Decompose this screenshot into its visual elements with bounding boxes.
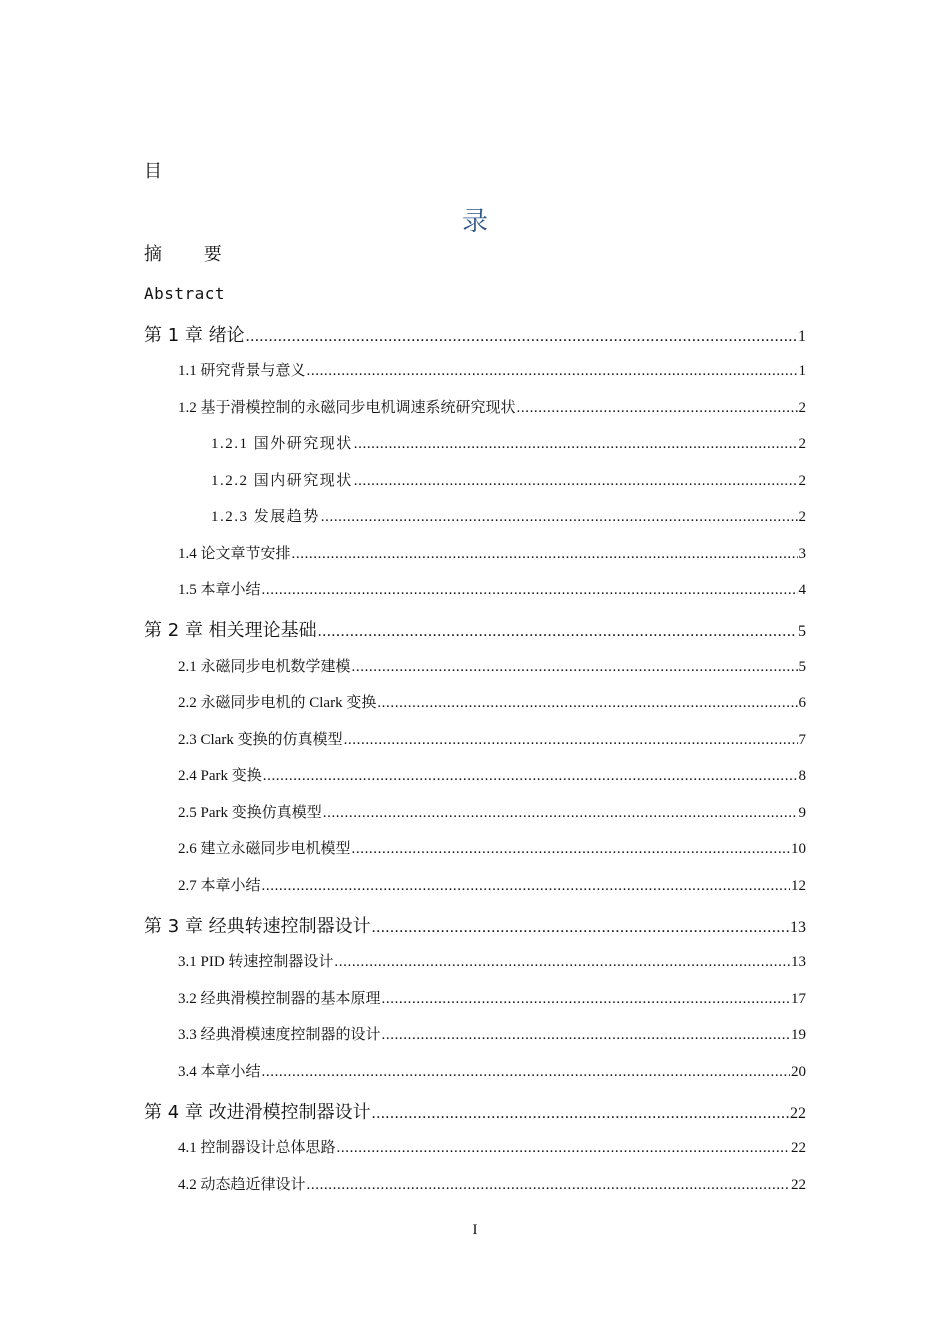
toc-section-entry[interactable] (178, 542, 806, 563)
toc-page-number: 8 (798, 768, 806, 784)
toc-entry-title: 2.4 Park 变换 (178, 768, 262, 784)
toc-section-entry[interactable] (178, 1136, 806, 1157)
toc-entry-title: 1.2.3 发展趋势 (211, 509, 320, 525)
toc-section-entry[interactable] (178, 578, 806, 599)
toc-page-number: 4 (798, 582, 806, 598)
toc-entry-title: 3.3 经典滑模速度控制器的设计 (178, 1027, 381, 1043)
toc-section-entry[interactable] (178, 359, 806, 380)
toc-dot-leader (354, 436, 798, 453)
toc-entry-title: 1.2.1 国外研究现状 (211, 436, 353, 452)
toc-dot-leader (262, 582, 798, 599)
toc-entry-title: 第 4 章 改进滑模控制器设计 (144, 1102, 371, 1123)
toc-entry-title: 4.2 动态趋近律设计 (178, 1177, 306, 1193)
toc-section-entry[interactable] (178, 728, 806, 749)
toc-page-number: 2 (798, 509, 806, 525)
toc-heading-part2: 录 (461, 207, 488, 237)
toc-entry-abstract-cn[interactable]: 摘 要 (144, 244, 240, 265)
toc-dot-leader (352, 659, 798, 676)
toc-section-entry[interactable] (178, 396, 806, 417)
toc-section-entry[interactable] (178, 691, 806, 712)
toc-dot-leader (517, 400, 798, 417)
toc-entry-title: 1.1 研究背景与意义 (178, 363, 306, 379)
toc-section-entry[interactable] (178, 764, 806, 785)
toc-dot-leader (263, 768, 798, 785)
toc-dot-leader (337, 1140, 790, 1157)
toc-page-number: 13 (791, 954, 806, 970)
toc-section-entry[interactable] (178, 655, 806, 676)
toc-dot-leader (307, 1177, 790, 1194)
toc-subsection-entry[interactable] (211, 469, 806, 490)
toc-page-number: 3 (798, 546, 806, 562)
toc-page-number: 19 (791, 1027, 806, 1043)
toc-chapter-entry[interactable] (144, 912, 806, 938)
toc-page-number: 12 (791, 878, 806, 894)
toc-section-entry[interactable] (178, 837, 806, 858)
toc-entry-title: 3.4 本章小结 (178, 1064, 261, 1080)
toc-page-number: 1 (798, 328, 806, 345)
toc-section-entry[interactable] (178, 1173, 806, 1194)
toc-dot-leader (372, 919, 789, 937)
toc-page-number: 13 (790, 919, 806, 936)
toc-page-number: 2 (798, 400, 806, 416)
toc-chapter-entry[interactable] (144, 1098, 806, 1124)
toc-dot-leader (377, 695, 797, 712)
toc-section-entry[interactable] (178, 801, 806, 822)
toc-page-number: 20 (791, 1064, 806, 1080)
toc-entry-title: 1.4 论文章节安排 (178, 546, 291, 562)
toc-dot-leader (318, 623, 797, 641)
toc-page-number: 22 (791, 1140, 806, 1156)
toc-page-number: 17 (791, 991, 806, 1007)
toc-entry-title: 第 3 章 经典转速控制器设计 (144, 916, 371, 937)
toc-heading-part1: 目 (144, 161, 162, 182)
toc-dot-leader (262, 1064, 790, 1081)
toc-section-entry[interactable] (178, 950, 806, 971)
toc-entry-title: 2.6 建立永磁同步电机模型 (178, 841, 351, 857)
toc-entry-abstract-en[interactable]: Abstract (144, 284, 226, 303)
toc-entry-title: 3.2 经典滑模控制器的基本原理 (178, 991, 381, 1007)
toc-page-number: 22 (791, 1177, 806, 1193)
toc-dot-leader (262, 878, 790, 895)
toc-dot-leader (292, 546, 798, 563)
toc-page-number: 22 (790, 1105, 806, 1122)
toc-page-number: 2 (798, 473, 806, 489)
toc-page-number: 7 (798, 732, 806, 748)
toc-page-number: 5 (798, 623, 806, 640)
toc-entry-title: 1.2 基于滑模控制的永磁同步电机调速系统研究现状 (178, 400, 516, 416)
toc-entry-title: 2.2 永磁同步电机的 Clark 变换 (178, 695, 377, 711)
toc-entry-title: 3.1 PID 转速控制器设计 (178, 954, 334, 970)
toc-section-entry[interactable] (178, 874, 806, 895)
toc-entry-title: 1.2.2 国内研究现状 (211, 473, 353, 489)
toc-section-entry[interactable] (178, 987, 806, 1008)
toc-entry-title: 第 1 章 绪论 (144, 325, 245, 346)
toc-section-entry[interactable] (178, 1060, 806, 1081)
toc-subsection-entry[interactable] (211, 432, 806, 453)
page-number: I (472, 1222, 478, 1238)
toc-dot-leader (323, 805, 798, 822)
toc-dot-leader (382, 991, 790, 1008)
toc-dot-leader (334, 954, 790, 971)
toc-page-number: 6 (798, 695, 806, 711)
toc-dot-leader (307, 363, 798, 380)
toc-page-number: 1 (798, 363, 806, 379)
toc-chapter-entry[interactable] (144, 616, 806, 642)
toc-entry-title: 第 2 章 相关理论基础 (144, 620, 317, 641)
toc-entry-title: 2.5 Park 变换仿真模型 (178, 805, 322, 821)
toc-dot-leader (352, 841, 790, 858)
toc-chapter-entry[interactable] (144, 321, 806, 347)
toc-entry-title: 2.1 永磁同步电机数学建模 (178, 659, 351, 675)
toc-page-number: 9 (798, 805, 806, 821)
toc-dot-leader (372, 1105, 789, 1123)
toc-page-number: 2 (798, 436, 806, 452)
toc-dot-leader (382, 1027, 790, 1044)
toc-dot-leader (246, 328, 797, 346)
toc-entry-title: 1.5 本章小结 (178, 582, 261, 598)
toc-dot-leader (344, 732, 798, 749)
toc-dot-leader (354, 473, 798, 490)
toc-page-number: 5 (798, 659, 806, 675)
toc-subsection-entry[interactable] (211, 505, 806, 526)
toc-entry-title: 2.7 本章小结 (178, 878, 261, 894)
toc-entry-title: 4.1 控制器设计总体思路 (178, 1140, 336, 1156)
toc-page-number: 10 (791, 841, 806, 857)
toc-dot-leader (321, 509, 798, 526)
toc-entry-title: 2.3 Clark 变换的仿真模型 (178, 732, 343, 748)
toc-section-entry[interactable] (178, 1023, 806, 1044)
